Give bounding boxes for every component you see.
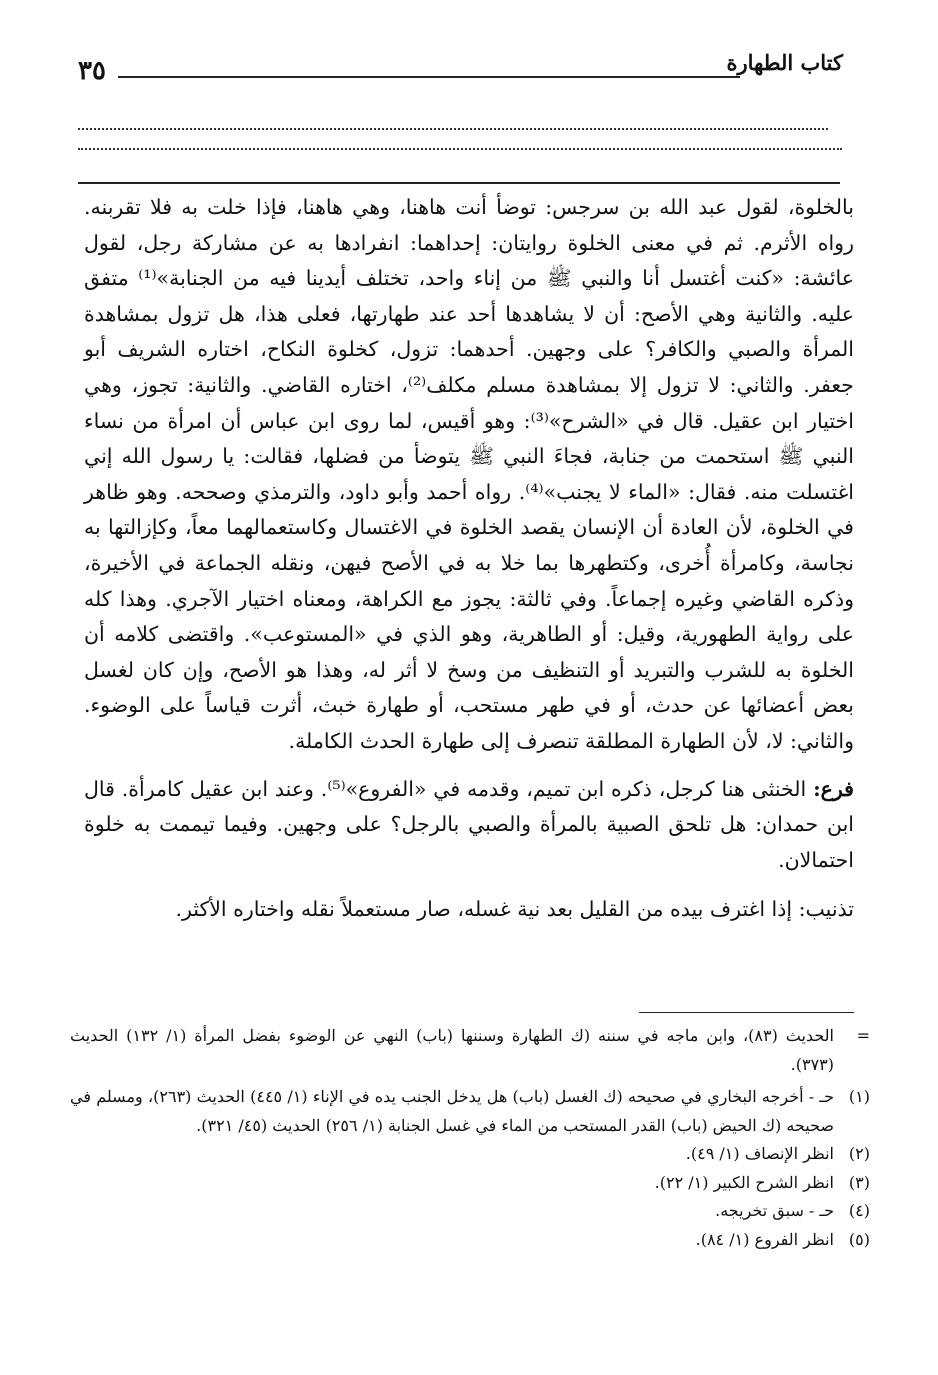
footnote-item [70,1169,870,1198]
main-text [84,190,854,928]
header-rule [118,76,740,78]
footnote-rule [639,1012,854,1013]
footnote-item [70,1226,870,1255]
footnote-number: (١) [848,1087,870,1106]
running-head: كتاب الطهارة [726,50,843,75]
footnotes [70,1022,870,1254]
page-number: ٣٥ [78,56,106,86]
footnote-number: = [856,1026,870,1045]
footnote-text: حـ - أخرجه البخاري في صحيحه (ك الغسل (باب) هل يدخل الجنب يده في الإناء (١/ ٤٤٥) الحديث (٢٦٣)، ومسلم في صحيحه (ك الحيض (باب) القدر المستحب من الماء في غسل الجنابة (١/ ٢٥٦) الحديث (٤٥/ ٣٢١). [70,1087,835,1135]
footnote-item [70,1083,870,1140]
footnote-number: (٤) [848,1201,870,1220]
footnote-text: انظر الشرح الكبير (١/ ٢٢). [654,1172,834,1192]
far-paragraph [84,772,854,879]
dotted-separator [78,128,828,130]
footnote-text: انظر الفروع (١/ ٨٤). [695,1229,834,1249]
footnote-text: الحديث (٨٣)، وابن ماجه في سننه (ك الطهارة وسننها (باب) النهي عن الوضوء بفضل المرأة (١/ ١٣٢) الحديث (٣٧٣). [70,1026,834,1074]
dotted-separator [78,148,842,150]
footnote-number: (٣) [848,1172,870,1192]
footnote-text: حـ - سبق تخريجه. [715,1201,834,1220]
section-rule [78,182,840,184]
footnote-text: انظر الإنصاف (١/ ٤٩). [685,1144,834,1163]
footnote-number: (٥) [848,1229,870,1249]
footnote-item [70,1022,870,1079]
tadhnib-paragraph: تذنيب: إذا اغترف بيده من القليل بعد نية غسله، صار مستعملاً نقله واختاره الأكثر. [175,897,854,922]
far-label: فرع: [813,776,854,801]
footnote-number: (٢) [848,1144,870,1163]
footnote-item [70,1140,870,1169]
footnote-item [70,1197,870,1226]
far-text: الخنثى هنا كرجل، ذكره ابن تميم، وقدمه في «الفروع»⁽⁵⁾. وعند ابن عقيل كامرأة. قال ابن حمدان: هل تلحق الصبية بالمرأة والصبي بالرجل؟ على وجهين. وفيما تيممت به خلوة احتمالان. [84,776,854,872]
main-paragraph: بالخلوة، لقول عبد الله بن سرجس: توضأ أنت هاهنا، وهي هاهنا، فإذا خلت به فلا تقربنه. رواه الأثرم. ثم في معنى الخلوة روايتان: إحداهما: انفرادها به عن مشاركة رجل، لقول عائشة: «كنت أغتسل أنا والنبي ﷺ من إناء واحد، تختلف أيدينا فيه من الجنابة»⁽¹⁾ متفق عليه. والثانية وهي الأصح: أن لا يشاهدها أحد عند طهارتها، فعلى هذا، هل تزول بمشاهدة المرأة والصبي والكافر؟ على وجهين. أحدهما: تزول، كخلوة النكاح، اختاره الشريف أبو جعفر. والثاني: لا تزول إلا بمشاهدة مسلم مكلف⁽²⁾، اختاره القاضي. والثانية: تجوز، وهي اختيار ابن عقيل. قال في «الشرح»⁽³⁾: وهو أقيس، لما روى ابن عباس أن امرأة من نساء النبي ﷺ استحمت من جنابة، فجاءَ النبي ﷺ يتوضأ من فضلها، فقالت: يا رسول الله إني اغتسلت منه. فقال: «الماء لا يجنب»⁽⁴⁾. رواه أحمد وأبو داود، والترمذي وصححه. وهو ظاهر في الخلوة، لأن العادة أن الإنسان يقصد الخلوة في الاغتسال وكاستعمالهما معاً، وكإزالتها به نجاسة، وكامرأة أُخرى، وكتطهرها بما خلا به في الأصح فيهن، ونقله الجماعة في الأخيرة، وذكره القاضي وغيره إجماعاً. وفي ثالثة: يجوز مع الكراهة، ومعناه اختيار الآجري. وهذا كله على رواية الطهورية، وقيل: أو الطاهرية، وهو الذي في «المستوعب». واقتضى كلامه أن الخلوة به للشرب والتبريد أو التنظيف من وسخ لا أثر له، وهذا هو الأصح، وإن كان لغسل بعض أعضائها عن حدث، أو في طهر مستحب، أو طهارة خبث، أثرت قياساً على الوضوء. والثاني: لا، لأن الطهارة المطلقة تنصرف إلى طهارة الحدث الكاملة. [84,195,855,753]
